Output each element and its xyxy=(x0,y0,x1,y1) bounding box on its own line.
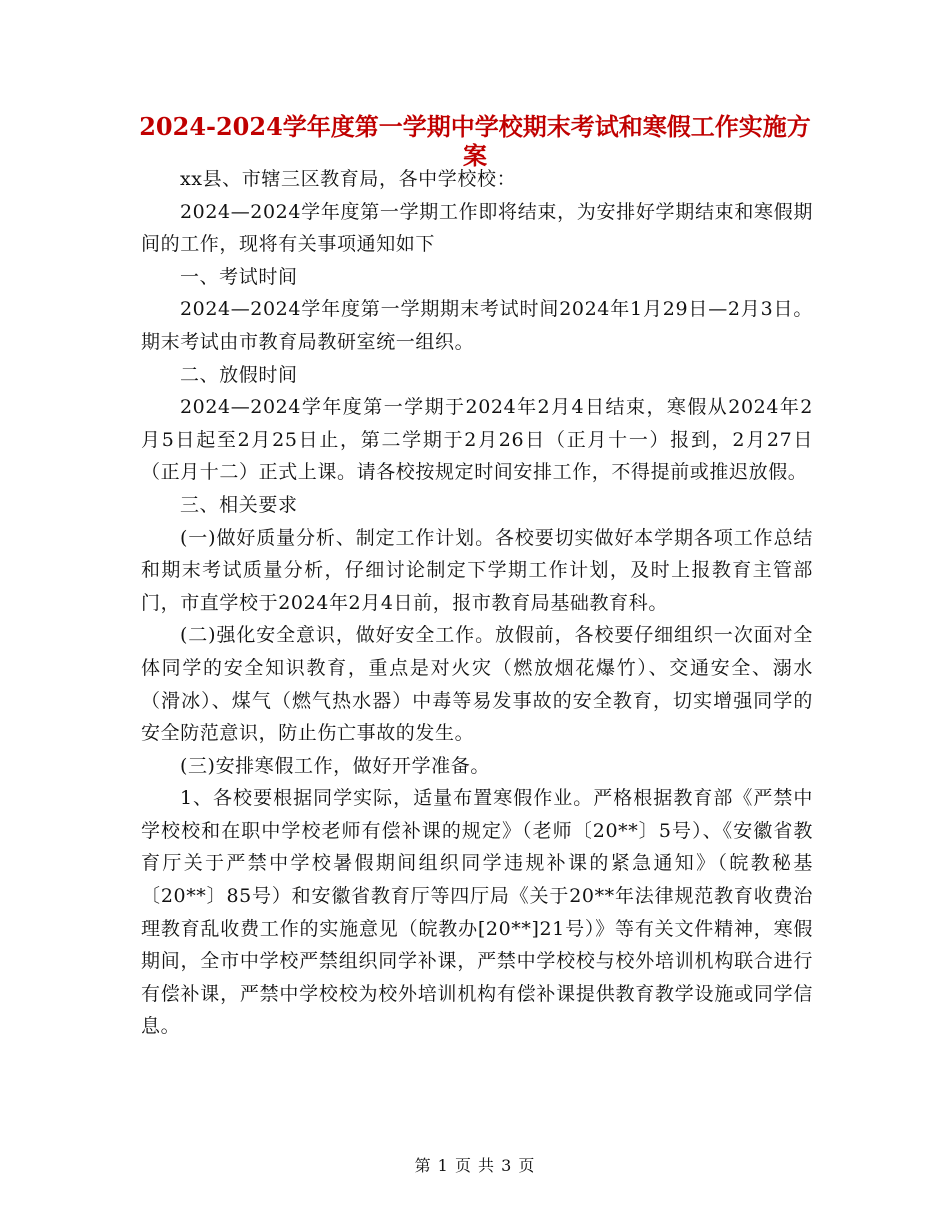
section-heading-holiday-time: 二、放假时间 xyxy=(179,363,298,386)
salutation-paragraph: xx县、市辖三区教育局，各中学校校： xyxy=(179,168,517,190)
requirement-3-item-1-paragraph: 1、各校要根据同学实际，适量布置寒假作业。严格根据教育部《严禁中学校校和在职中学校老师有偿补课的规定》（老师〔20**〕5号）、《安徽省教育厅关于严禁中学校暑假期间组织同学违规补课的紧急通知》（皖教秘基〔20**〕85号）和安徽省教育厅等四厅局《关于20**年法律规范教育收费治理教育乱收费工作的实施意见（皖教办[20**]21号）》等有关文件精神，寒假期间，全市中学校严禁组织同学补课，严禁中学校校与校外培训机构联合进行有偿补课，严禁中学校校为校外培训机构有偿补课提供教育教学设施或同学信息。 xyxy=(141,787,813,1038)
holiday-time-paragraph: 2024—2024学年度第一学期于2024年2月4日结束，寒假从2024年2月5日起至2月25日止，第二学期于2月26日（正月十一）报到，2月27日（正月十二）正式上课。请各校按规定时间安排工作，不得提前或推迟放假。 xyxy=(141,396,813,484)
exam-time-paragraph: 2024—2024学年度第一学期期末考试时间2024年1月29日—2月3日。期末考试由市教育局教研室统一组织。 xyxy=(141,298,813,353)
requirement-1-paragraph: (一)做好质量分析、制定工作计划。各校要切实做好本学期各项工作总结和期末考试质量分析，仔细讨论制定下学期工作计划，及时上报教育主管部门，市直学校于2024年2月4日前，报市教育局基础教育科。 xyxy=(141,526,813,614)
requirement-3-paragraph: (三)安排寒假工作，做好开学准备。 xyxy=(179,754,490,777)
section-heading-exam-time: 一、考试时间 xyxy=(179,265,298,288)
section-heading-requirements: 三、相关要求 xyxy=(179,493,298,516)
page-footer: 第 1 页 共 3 页 xyxy=(414,1156,536,1175)
document-body xyxy=(141,163,813,1043)
intro-paragraph: 2024—2024学年度第一学期工作即将结束，为安排好学期结束和寒假期间的工作，现将有关事项通知如下 xyxy=(141,200,813,256)
document-title: 2024-2024学年度第一学期中学校期末考试和寒假工作实施方案 xyxy=(139,112,811,170)
requirement-2-paragraph: (二)强化安全意识，做好安全工作。放假前，各校要仔细组织一次面对全体同学的安全知识教育，重点是对火灾（燃放烟花爆竹）、交通安全、溺水（滑冰）、煤气（燃气热水器）中毒等易发事故的安全教育，切实增强同学的安全防范意识，防止伤亡事故的发生。 xyxy=(141,624,813,745)
